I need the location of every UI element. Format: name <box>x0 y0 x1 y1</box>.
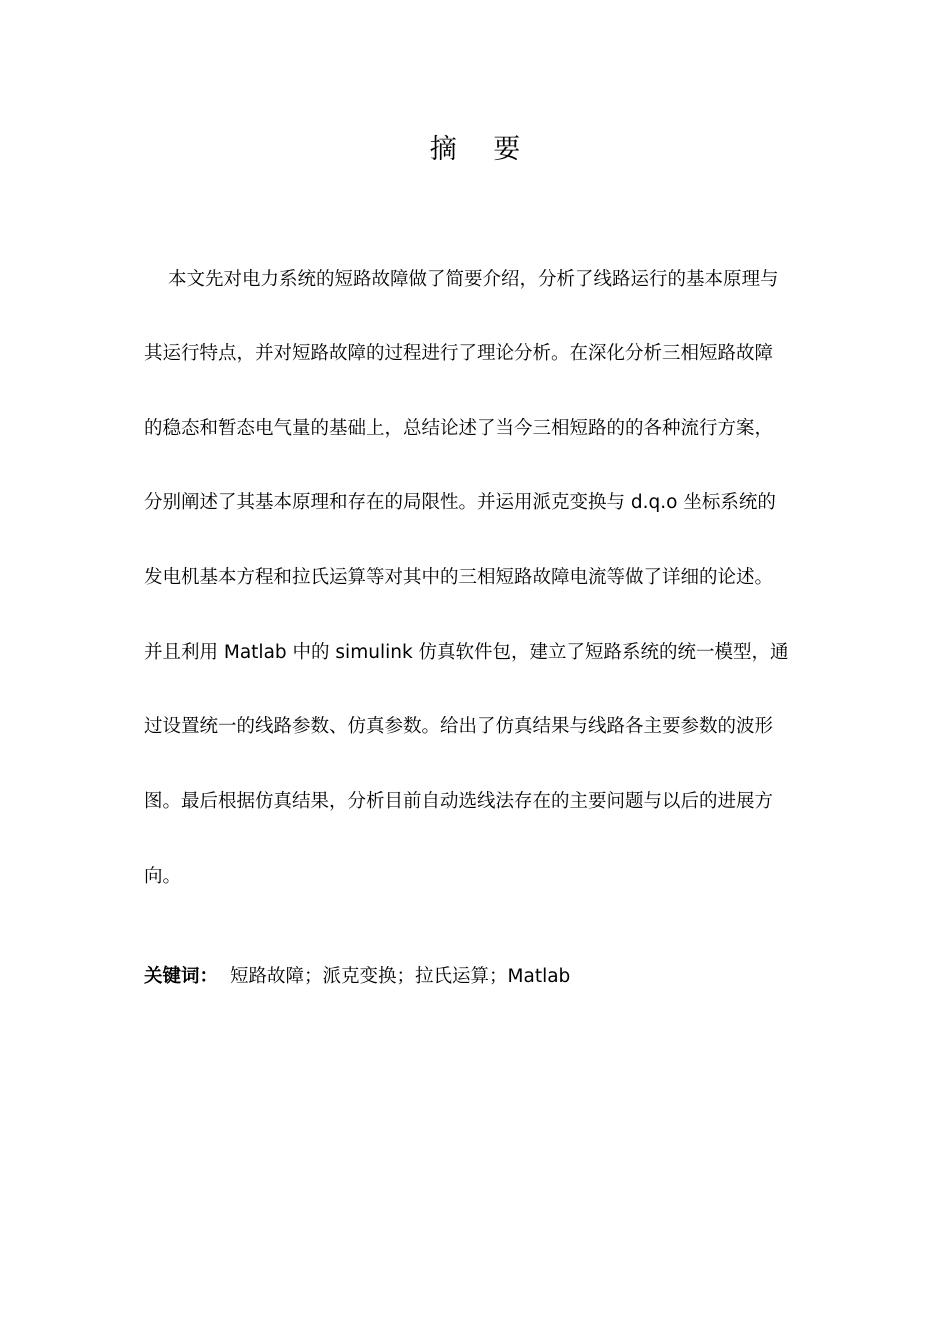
abstract-line: 其运行特点，并对短路故障的过程进行了理论分析。在深化分析三相短路故障 <box>144 343 774 364</box>
abstract-line: 过设置统一的线路参数、仿真参数。给出了仿真结果与线路各主要参数的波形 <box>144 716 774 737</box>
abstract-line: 图。最后根据仿真结果，分析目前自动选线法存在的主要问题与以后的进展方 <box>144 791 774 812</box>
keywords-label: 关键词： <box>144 966 219 987</box>
abstract-line: 本文先对电力系统的短路故障做了简要介绍，分析了线路运行的基本原理与 <box>168 269 779 290</box>
abstract-line: 发电机基本方程和拉氏运算等对其中的三相短路故障电流等做了详细的论述。 <box>144 567 774 588</box>
keywords-row <box>144 963 570 991</box>
page-title: 摘 要 <box>429 134 535 165</box>
abstract-line: 向。 <box>144 866 182 887</box>
abstract-line: 并且利用 Matlab 中的 simulink 仿真软件包，建立了短路系统的统一模型，通 <box>144 642 789 663</box>
abstract-line: 的稳态和暂态电气量的基础上，总结论述了当今三相短路的的各种流行方案， <box>144 418 774 439</box>
abstract-line: 分别阐述了其基本原理和存在的局限性。并运用派克变换与 d.q.o 坐标系统的 <box>144 492 776 513</box>
keywords-list: 短路故障；派克变换；拉氏运算；Matlab <box>230 966 571 987</box>
